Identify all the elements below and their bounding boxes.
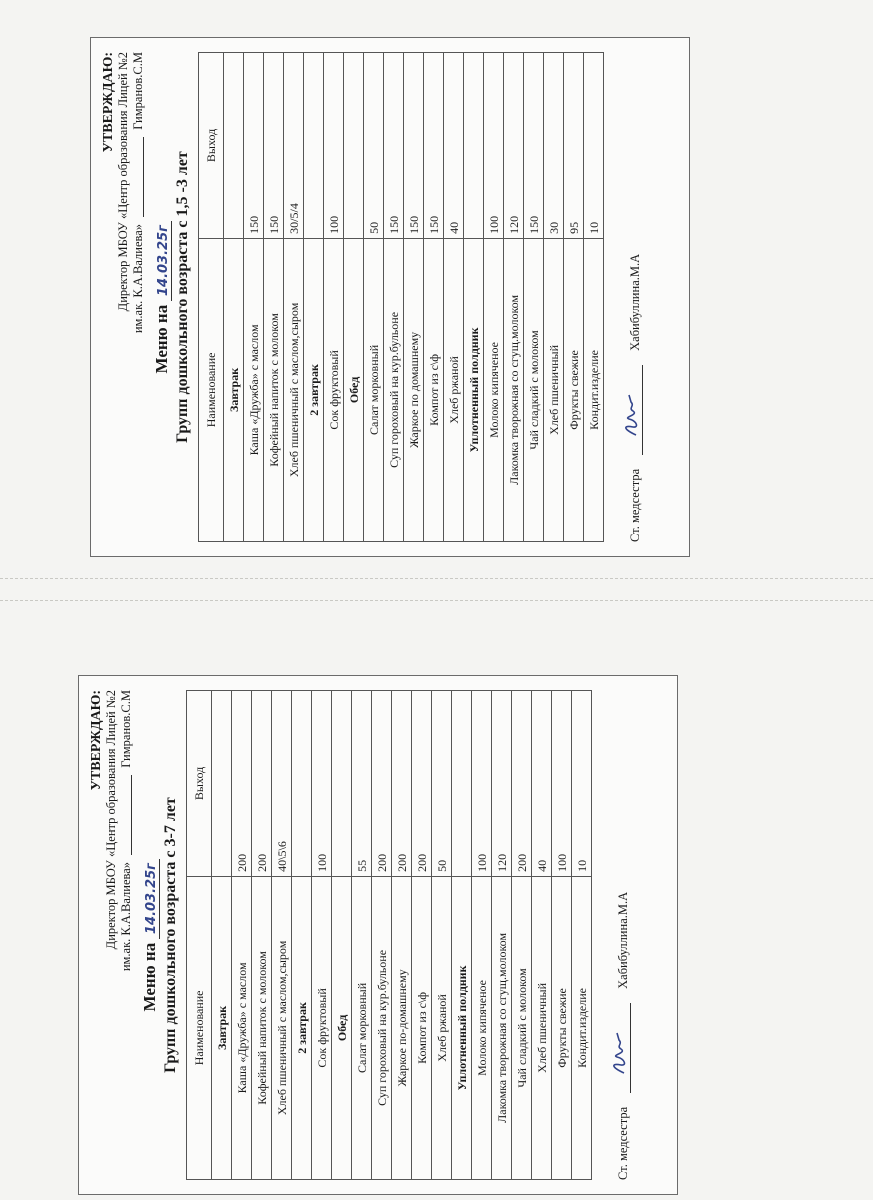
dish-name: Кондит.изделие xyxy=(572,876,592,1179)
menu-table xyxy=(198,52,604,542)
table-row xyxy=(232,691,252,1180)
dish-output: 30/5/4 xyxy=(284,53,304,239)
column-header-name: Наименование xyxy=(199,238,224,541)
signature-block xyxy=(606,690,631,1180)
dish-output xyxy=(332,691,352,877)
dish-output: 40 xyxy=(532,691,552,877)
dish-name: Каша «Дружба» с маслом xyxy=(232,876,252,1179)
menu-sheet-preschool xyxy=(78,675,678,1195)
dish-name: Кофейный напиток с молоком xyxy=(252,876,272,1179)
table-row xyxy=(244,53,264,542)
dish-output: 55 xyxy=(352,691,372,877)
approval-org-suffix: им.ак. К.А.Валиева» xyxy=(131,223,145,334)
dish-output: 150 xyxy=(404,53,424,239)
dish-output: 150 xyxy=(384,53,404,239)
table-row xyxy=(584,53,604,542)
handwritten-signature xyxy=(618,365,643,455)
table-header-row xyxy=(187,691,212,1180)
dish-output: 120 xyxy=(492,691,512,877)
dish-name: Фрукты свежие xyxy=(564,238,584,541)
table-row xyxy=(404,53,424,542)
table-row xyxy=(284,53,304,542)
table-row xyxy=(264,53,284,542)
menu-label: Меню на xyxy=(140,942,159,1012)
dish-output: 200 xyxy=(512,691,532,877)
table-row xyxy=(512,691,532,1180)
dish-name: Суп гороховый на кур.бульоне xyxy=(384,238,404,541)
dish-name: Хлеб пшеничный xyxy=(544,238,564,541)
dish-name: Суп гороховый на кур.бульоне xyxy=(372,876,392,1179)
approval-signature-line xyxy=(131,775,132,855)
approval-director-line: Директор МБОУ «Центр образования Лицей №2 xyxy=(104,690,118,950)
signature-name: Хабибуллина.М.А xyxy=(616,891,630,989)
dish-output: 100 xyxy=(484,53,504,239)
menu-title xyxy=(152,52,172,542)
approval-director-line: Директор МБОУ «Центр образования Лицей №2 xyxy=(116,52,130,312)
approval-title: УТВЕРЖДАЮ: xyxy=(101,52,116,153)
signature-role: Ст. медсестра xyxy=(616,1106,630,1180)
dish-name: Хлеб ржаной xyxy=(432,876,452,1179)
approval-org-suffix: им.ак. К.А.Валиева» xyxy=(119,861,133,972)
dish-output: 40 xyxy=(444,53,464,239)
menu-date: 14.03.25г xyxy=(144,859,160,939)
menu-table xyxy=(186,690,592,1180)
table-row xyxy=(492,691,512,1180)
meal-section-title: Завтрак xyxy=(224,238,244,541)
dish-output: 100 xyxy=(472,691,492,877)
column-header-output: Выход xyxy=(187,691,212,877)
section-row xyxy=(332,691,352,1180)
dish-output: 200 xyxy=(232,691,252,877)
dish-output: 100 xyxy=(552,691,572,877)
meal-section-title: Уплотненный полдник xyxy=(452,876,472,1179)
menu-subtitle: Групп дошкольного возраста с 3-7 лет xyxy=(162,797,179,1073)
dish-output: 50 xyxy=(364,53,384,239)
dish-name: Жаркое по-домашнему xyxy=(392,876,412,1179)
dish-output xyxy=(224,53,244,239)
section-row xyxy=(224,53,244,542)
table-row xyxy=(544,53,564,542)
dish-output: 50 xyxy=(432,691,452,877)
table-row xyxy=(484,53,504,542)
section-row xyxy=(304,53,324,542)
dish-output: 200 xyxy=(252,691,272,877)
dish-output: 100 xyxy=(324,53,344,239)
approval-signature-line xyxy=(143,137,144,217)
dish-output: 150 xyxy=(424,53,444,239)
approval-name-line xyxy=(119,690,134,1180)
dish-name: Сок фруктовый xyxy=(324,238,344,541)
table-row xyxy=(352,691,372,1180)
dish-name: Каша «Дружба» с маслом xyxy=(244,238,264,541)
handwritten-signature xyxy=(606,1003,631,1093)
table-header-row xyxy=(199,53,224,542)
table-row xyxy=(272,691,292,1180)
dish-name: Лакомка творожная со сгущ.молоком xyxy=(492,876,512,1179)
dish-name: Молоко кипяченое xyxy=(472,876,492,1179)
menu-subtitle: Групп дошкольного возраста с 1,5 -3 лет xyxy=(174,151,191,443)
menu-sheet-toddlers xyxy=(90,37,690,557)
dish-output: 10 xyxy=(584,53,604,239)
meal-section-title: Завтрак xyxy=(212,876,232,1179)
menu-date: 14.03.25г xyxy=(156,221,172,301)
dish-output xyxy=(292,691,312,877)
approval-director-name: Гимранов.С.М xyxy=(131,52,145,130)
table-row xyxy=(572,691,592,1180)
table-row xyxy=(432,691,452,1180)
menu-heading xyxy=(152,52,192,542)
meal-section-title: Обед xyxy=(332,876,352,1179)
signature-block xyxy=(618,52,643,542)
dish-name: Компот из с\ф xyxy=(412,876,432,1179)
table-row xyxy=(372,691,392,1180)
table-row xyxy=(532,691,552,1180)
meal-section-title: Обед xyxy=(344,238,364,541)
dish-output: 200 xyxy=(392,691,412,877)
dish-output: 200 xyxy=(372,691,392,877)
dish-output: 150 xyxy=(524,53,544,239)
dish-output: 200 xyxy=(412,691,432,877)
dish-name: Чай сладкий с молоком xyxy=(524,238,544,541)
scan-fold-line xyxy=(0,600,873,602)
dish-output xyxy=(464,53,484,239)
table-row xyxy=(392,691,412,1180)
meal-section-title: Уплотненный полдник xyxy=(464,238,484,541)
dish-name: Салат морковный xyxy=(352,876,372,1179)
dish-output: 40\5\6 xyxy=(272,691,292,877)
approval-title: УТВЕРЖДАЮ: xyxy=(89,690,104,791)
section-row xyxy=(292,691,312,1180)
column-header-name: Наименование xyxy=(187,876,212,1179)
dish-output xyxy=(212,691,232,877)
table-row xyxy=(564,53,584,542)
table-row xyxy=(312,691,332,1180)
section-row xyxy=(344,53,364,542)
dish-name: Молоко кипяченое xyxy=(484,238,504,541)
table-row xyxy=(364,53,384,542)
column-header-output: Выход xyxy=(199,53,224,239)
approval-name-line xyxy=(131,52,146,542)
signature-name: Хабибуллина.М.А xyxy=(628,253,642,351)
table-row xyxy=(412,691,432,1180)
dish-output xyxy=(452,691,472,877)
dish-output: 150 xyxy=(244,53,264,239)
dish-name: Лакомка творожная со сгущ.молоком xyxy=(504,238,524,541)
dish-name: Сок фруктовый xyxy=(312,876,332,1179)
dish-name: Чай сладкий с молоком xyxy=(512,876,532,1179)
menu-table-body xyxy=(224,53,604,542)
dish-name: Кофейный напиток с молоком xyxy=(264,238,284,541)
dish-output: 100 xyxy=(312,691,332,877)
dish-name: Хлеб пшеничный с маслом,сыром xyxy=(284,238,304,541)
dish-output xyxy=(304,53,324,239)
dish-output xyxy=(344,53,364,239)
dish-name: Хлеб ржаной xyxy=(444,238,464,541)
table-row xyxy=(252,691,272,1180)
table-row xyxy=(472,691,492,1180)
dish-name: Фрукты свежие xyxy=(552,876,572,1179)
section-row xyxy=(212,691,232,1180)
dish-output: 10 xyxy=(572,691,592,877)
table-row xyxy=(384,53,404,542)
dish-output: 95 xyxy=(564,53,584,239)
table-row xyxy=(552,691,572,1180)
section-row xyxy=(452,691,472,1180)
section-row xyxy=(464,53,484,542)
menu-label: Меню на xyxy=(152,304,171,374)
table-row xyxy=(444,53,464,542)
dish-name: Хлеб пшеничный xyxy=(532,876,552,1179)
table-row xyxy=(524,53,544,542)
meal-section-title: 2 завтрак xyxy=(304,238,324,541)
menu-heading xyxy=(140,690,180,1180)
dish-name: Жаркое по домашнему xyxy=(404,238,424,541)
scan-fold-line xyxy=(0,578,873,580)
table-row xyxy=(504,53,524,542)
signature-role: Ст. медсестра xyxy=(628,468,642,542)
dish-name: Хлеб пшеничный с маслом,сыром xyxy=(272,876,292,1179)
menu-title xyxy=(140,690,160,1180)
approval-director-name: Гимранов.С.М xyxy=(119,690,133,768)
approval-block xyxy=(89,690,134,1180)
table-row xyxy=(324,53,344,542)
dish-output: 120 xyxy=(504,53,524,239)
dish-name: Компот из с\ф xyxy=(424,238,444,541)
dish-output: 30 xyxy=(544,53,564,239)
dish-output: 150 xyxy=(264,53,284,239)
approval-block xyxy=(101,52,146,542)
meal-section-title: 2 завтрак xyxy=(292,876,312,1179)
dish-name: Салат морковный xyxy=(364,238,384,541)
table-row xyxy=(424,53,444,542)
menu-table-body xyxy=(212,691,592,1180)
dish-name: Кондит.изделие xyxy=(584,238,604,541)
